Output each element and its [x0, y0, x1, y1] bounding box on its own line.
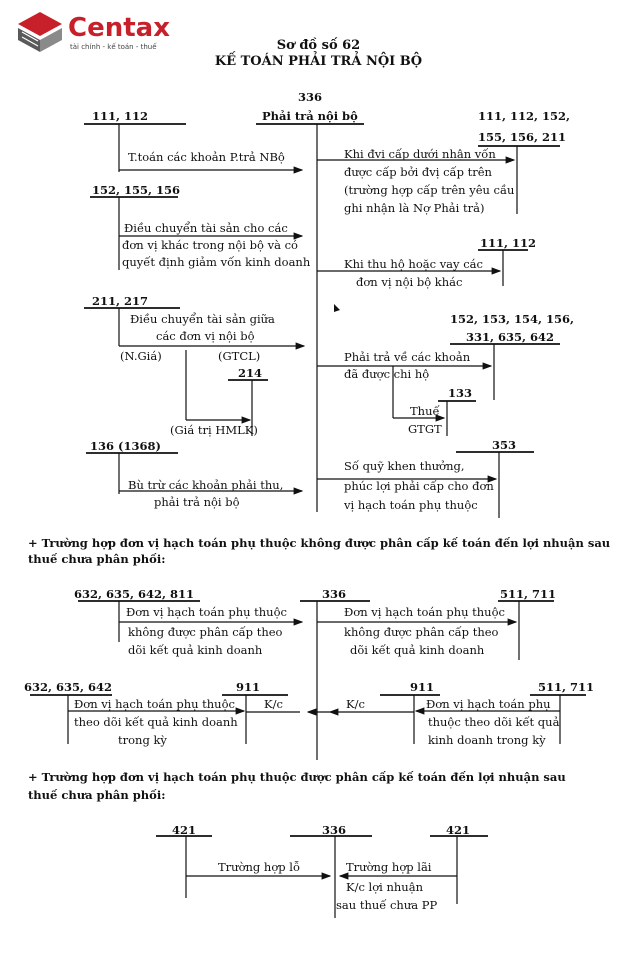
label-internal-transfer-a: Điều chuyển tài sản giữa [130, 312, 275, 326]
center-account-number: 336 [298, 90, 323, 104]
brand-name: Centax [68, 13, 170, 43]
label-fund-c: vị hạch toán phụ thuộc [344, 498, 478, 512]
account-136: 136 (1368) [90, 439, 161, 453]
label-gtcl: (GTCL) [218, 349, 261, 363]
s3-gain-label: Trường hợp lãi [346, 860, 432, 874]
s2-account-left: 632, 635, 642, 811 [74, 587, 195, 601]
label-payment: T.toán các khoản P.trả NBộ [128, 150, 285, 164]
account-211-217: 211, 217 [92, 294, 149, 308]
diagram-number: Sơ đồ số 62 [276, 38, 361, 53]
s2-right-c: dõi kết quả kinh doanh [350, 643, 485, 657]
s3-loss-label: Trường hợp lỗ [218, 860, 300, 874]
s2-right-a: Đơn vị hạch toán phụ thuộc [344, 605, 505, 619]
account-214: 214 [238, 366, 263, 380]
label-thue: Thuế [410, 404, 440, 418]
section3-heading-line2: thuế chưa phân phối: [28, 788, 166, 802]
label-internal-transfer-b: các đơn vị nội bộ [156, 329, 255, 343]
s3-account-mid: 336 [322, 823, 347, 837]
label-offset-a: Bù trừ các khoản phải thu, [128, 478, 284, 492]
s2-left-a: Đơn vị hạch toán phụ thuộc [126, 605, 287, 619]
label-capital-a: Khi đvị cấp dưới nhận vốn [344, 147, 496, 161]
label-hmlk: (Giá trị HMLK) [170, 423, 258, 437]
label-offset-b: phải trả nội bộ [154, 495, 240, 509]
label-payable-a: Phải trả về các khoản [344, 350, 471, 364]
section2-heading-line1: + Trường hợp đơn vị hạch toán phụ thuộc không được phân cấp kế toán đến lợi nhuận sau [28, 536, 611, 550]
s2-kc-right: K/c [346, 697, 365, 711]
s3-kc-a: K/c lợi nhuận [346, 880, 423, 894]
account-133: 133 [448, 386, 473, 400]
label-transfer-a: Điều chuyển tài sản cho các [124, 221, 288, 235]
s2-right2-a: Đơn vị hạch toán phụ [426, 697, 551, 711]
s2-account-right: 511, 711 [500, 587, 557, 601]
s2-left2-a: Đơn vị hạch toán phụ thuộc [74, 697, 235, 711]
s2-account-left2: 632, 635, 642 [24, 680, 113, 694]
s3-kc-b: sau thuế chưa PP [336, 898, 438, 912]
center-account-name: Phải trả nội bộ [262, 109, 358, 123]
label-capital-d: ghi nhận là Nợ Phải trả) [344, 201, 485, 215]
s2-right2-c: kinh doanh trong kỳ [428, 733, 546, 747]
label-collect-a: Khi thu hộ hoặc vay các [344, 257, 483, 271]
account-right-3a: 152, 153, 154, 156, [450, 312, 575, 326]
account-right-2: 111, 112 [480, 236, 537, 250]
s2-left-b: không được phân cấp theo [128, 625, 283, 639]
label-payable-b: đã được chi hộ [344, 367, 430, 381]
account-152-155-156: 152, 155, 156 [92, 183, 181, 197]
account-right-3b: 331, 635, 642 [466, 330, 555, 344]
section2-heading-line2: thuế chưa phân phối: [28, 552, 166, 566]
s2-right2-b: thuộc theo dõi kết quả [428, 715, 560, 729]
account-right-1b: 155, 156, 211 [478, 130, 567, 144]
label-transfer-c: quyết định giảm vốn kinh doanh [122, 255, 311, 269]
s2-account-mid: 336 [322, 587, 347, 601]
section3-heading-line1: + Trường hợp đơn vị hạch toán phụ thuộc được phân cấp kế toán đến lợi nhuận sau [28, 770, 566, 784]
label-ngia: (N.Giá) [120, 349, 162, 363]
s3-account-left: 421 [172, 823, 197, 837]
s2-kc-left: K/c [264, 697, 283, 711]
s2-left-c: dõi kết quả kinh doanh [128, 643, 263, 657]
label-capital-c: (trường hợp cấp trên yêu cầu [344, 183, 515, 197]
s2-right-b: không được phân cấp theo [344, 625, 499, 639]
s2-account-911b: 911 [410, 680, 435, 694]
s2-left2-b: theo dõi kết quả kinh doanh [74, 715, 238, 729]
account-111-112: 111, 112 [92, 109, 149, 123]
s2-left2-c: trong kỳ [118, 733, 167, 747]
s2-account-911a: 911 [236, 680, 261, 694]
account-right-1a: 111, 112, 152, [478, 109, 571, 123]
diagram-title: KẾ TOÁN PHẢI TRẢ NỘI BỘ [214, 54, 423, 69]
brand-tagline: tài chính - kế toán - thuế [70, 43, 157, 51]
label-collect-b: đơn vị nội bộ khác [356, 275, 463, 289]
label-fund-a: Số quỹ khen thưởng, [344, 459, 465, 473]
s2-account-right2: 511, 711 [538, 680, 595, 694]
s3-account-right: 421 [446, 823, 471, 837]
account-353: 353 [492, 438, 517, 452]
label-fund-b: phúc lợi phải cấp cho đơn [344, 479, 494, 493]
label-gtgt: GTGT [408, 422, 442, 436]
label-capital-b: được cấp bởi đvị cấp trên [344, 165, 492, 179]
label-transfer-b: đơn vị khác trong nội bộ và có [122, 238, 298, 252]
